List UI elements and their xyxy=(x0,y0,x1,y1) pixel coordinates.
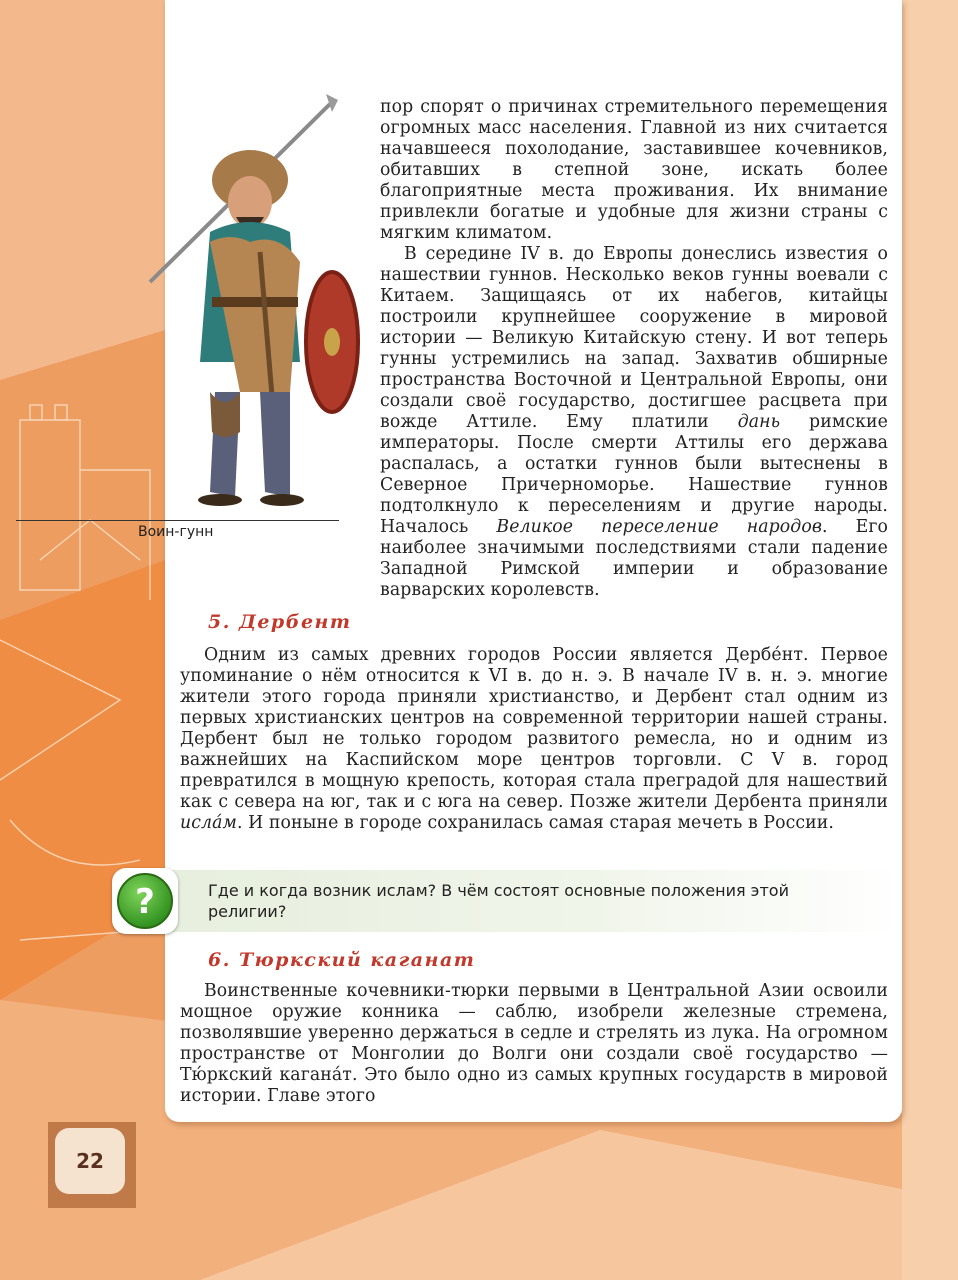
huns-paragraph-upper xyxy=(380,244,888,601)
caption-rule xyxy=(16,520,339,521)
section6-text-body: Воинственные кочевники-тюрки первыми в Центральной Азии освоили мощное оружие конника — саблю, изобрели железные стремена, позволявшие уверенно держаться в седле и стрелять из лука. На огромном пространстве от Монголии до Волги они создали своё государство — Тю́ркский кагана́т. Это было одно из самых крупных государств в мировой истории. Главе этого xyxy=(180,981,888,1106)
section5-text xyxy=(180,645,888,834)
section5-text-part2: . И поныне в городе сохранилась самая старая мечеть в России. xyxy=(236,813,834,833)
huns-text-part3: . Его наиболее значимыми последствиями стали падение Западной Римской империи и образование варварских королевств. xyxy=(380,517,888,600)
section5-heading: 5. Дербент xyxy=(208,611,352,633)
intro-paragraph xyxy=(380,97,888,244)
term-islam: исла́м xyxy=(180,813,237,833)
intro-text: пор спорят о причинах стремительного перемещения огромных масс населения. Главной из них считается начавшееся похолодание, заставившее кочевников, обитавших в степной зоне, искать более благоприятные места проживания. Их внимание привлекли богатые и удобные для жизни страны с мягким климатом. xyxy=(380,97,888,243)
question-mark-icon xyxy=(112,868,178,934)
hun-warrior-illustration xyxy=(140,92,368,512)
section6-heading: 6. Тюркский каганат xyxy=(208,949,476,971)
question-text: Где и когда возник ислам? В чём состоят основные положения этой религии? xyxy=(208,881,789,921)
section5-text-part1: Одним из самых древних городов России является Дербе́нт. Первое упоминание о нём относится к VI в. до н. э. В начале IV в. н. э. многие жители этого города приняли христианство, и Дербент стал одним из первых христианских центров на современной территории нашей страны. Дербент был не только городом развитого ремесла, но и одним из важнейших на Каспийском море центров торговли. С V в. город превратился в мощную крепость, которая стала преградой для нашествий как с севера на юг, так и с юга на север. Позже жители Дербента приняли xyxy=(180,645,888,812)
page-number: 22 xyxy=(55,1128,125,1194)
huns-text-part1: В середине IV в. до Европы донеслись известия о нашествии гуннов. Несколько веков гунны воевали с Китаем. Защищаясь от их набегов, китайцы построили крупнейшее сооружение в мировой истории — Великую Китайскую стену. И вот теперь гунны устремились на запад. Захватив обширные пространства Восточной и Центральной Европы, они создали своё государство, достигшее расцвета при вожде Аттиле. Ему платили xyxy=(380,244,888,432)
svg-text:?: ? xyxy=(135,882,155,922)
section5-paragraph xyxy=(180,645,888,834)
question-icon-frame xyxy=(112,868,178,934)
huns-text xyxy=(380,244,888,601)
term-great-migration: Великое переселение народов xyxy=(496,517,823,537)
term-dan: дань xyxy=(737,412,781,432)
section6-text xyxy=(180,981,888,1107)
huns-text-part2: римские императоры. После смерти Аттилы его держава распалась, а остатки гуннов были вытеснены в Северное Причерноморье. Нашествие гуннов подтолкнуло к переселениям и другие народы. Началось xyxy=(380,412,888,537)
figure-caption: Воин-гунн xyxy=(138,524,214,540)
section6-paragraph xyxy=(180,981,888,1107)
